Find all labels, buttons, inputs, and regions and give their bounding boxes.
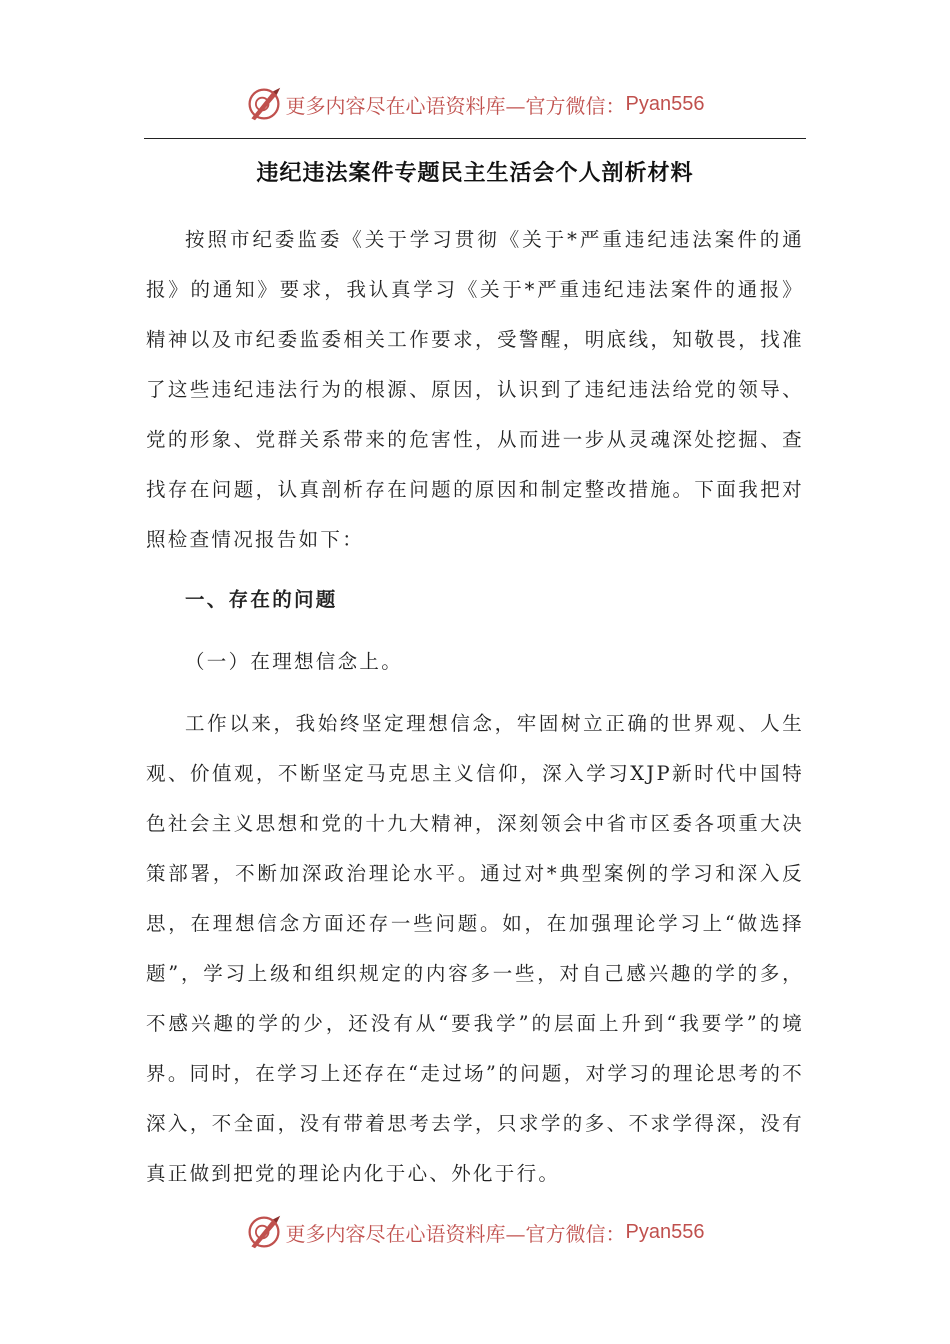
banner-wechat-id: Pyan556	[625, 92, 705, 115]
document-body	[146, 215, 804, 1199]
bottom-banner	[0, 1212, 950, 1252]
quill-logo-icon	[246, 86, 282, 122]
top-banner	[0, 84, 950, 124]
document-title: 违纪违法案件专题民主生活会个人剖析材料	[256, 160, 694, 186]
banner-text: 更多内容尽在心语资料库—官方微信：	[285, 1221, 626, 1246]
quill-logo-icon	[246, 1214, 282, 1250]
banner-wechat-id: Pyan556	[625, 1220, 705, 1243]
section-heading: 一、存在的问题	[185, 588, 338, 611]
intro-paragraph: 按照市纪委监委《关于学习贯彻《关于*严重违纪违法案件的通报》的通知》要求，我认真学习《关于*严重违纪违法案件的通报》精神以及市纪委监委相关工作要求，受警醒，明底线，知敬畏，找准了这些违纪违法行为的根源、原因，认识到了违纪违法给党的领导、党的形象、党群关系带来的危害性，从而进一步从灵魂深处挖掘、查找存在问题，认真剖析存在问题的原因和制定整改措施。下面我把对照检查情况报告如下：	[146, 228, 804, 551]
banner-text: 更多内容尽在心语资料库—官方微信：	[285, 93, 626, 118]
body-paragraph: 工作以来，我始终坚定理想信念，牢固树立正确的世界观、人生观、价值观，不断坚定马克思主义信仰，深入学习XJP新时代中国特色社会主义思想和党的十九大精神，深刻领会中省市区委各项重大决策部署，不断加深政治理论水平。通过对*典型案例的学习和深入反思，在理想信念方面还存一些问题。如，在加强理论学习上“做选择题”，学习上级和组织规定的内容多一些，对自己感兴趣的学的多，不感兴趣的学的少，还没有从“要我学”的层面上升到“我要学”的境界。同时，在学习上还存在“走过场”的问题，对学习的理论思考的不深入，不全面，没有带着思考去学，只求学的多、不求学得深，没有真正做到把党的理论内化于心、外化于行。	[146, 712, 804, 1185]
subsection-heading: （一）在理想信念上。	[185, 650, 404, 673]
header-rule	[144, 138, 806, 139]
